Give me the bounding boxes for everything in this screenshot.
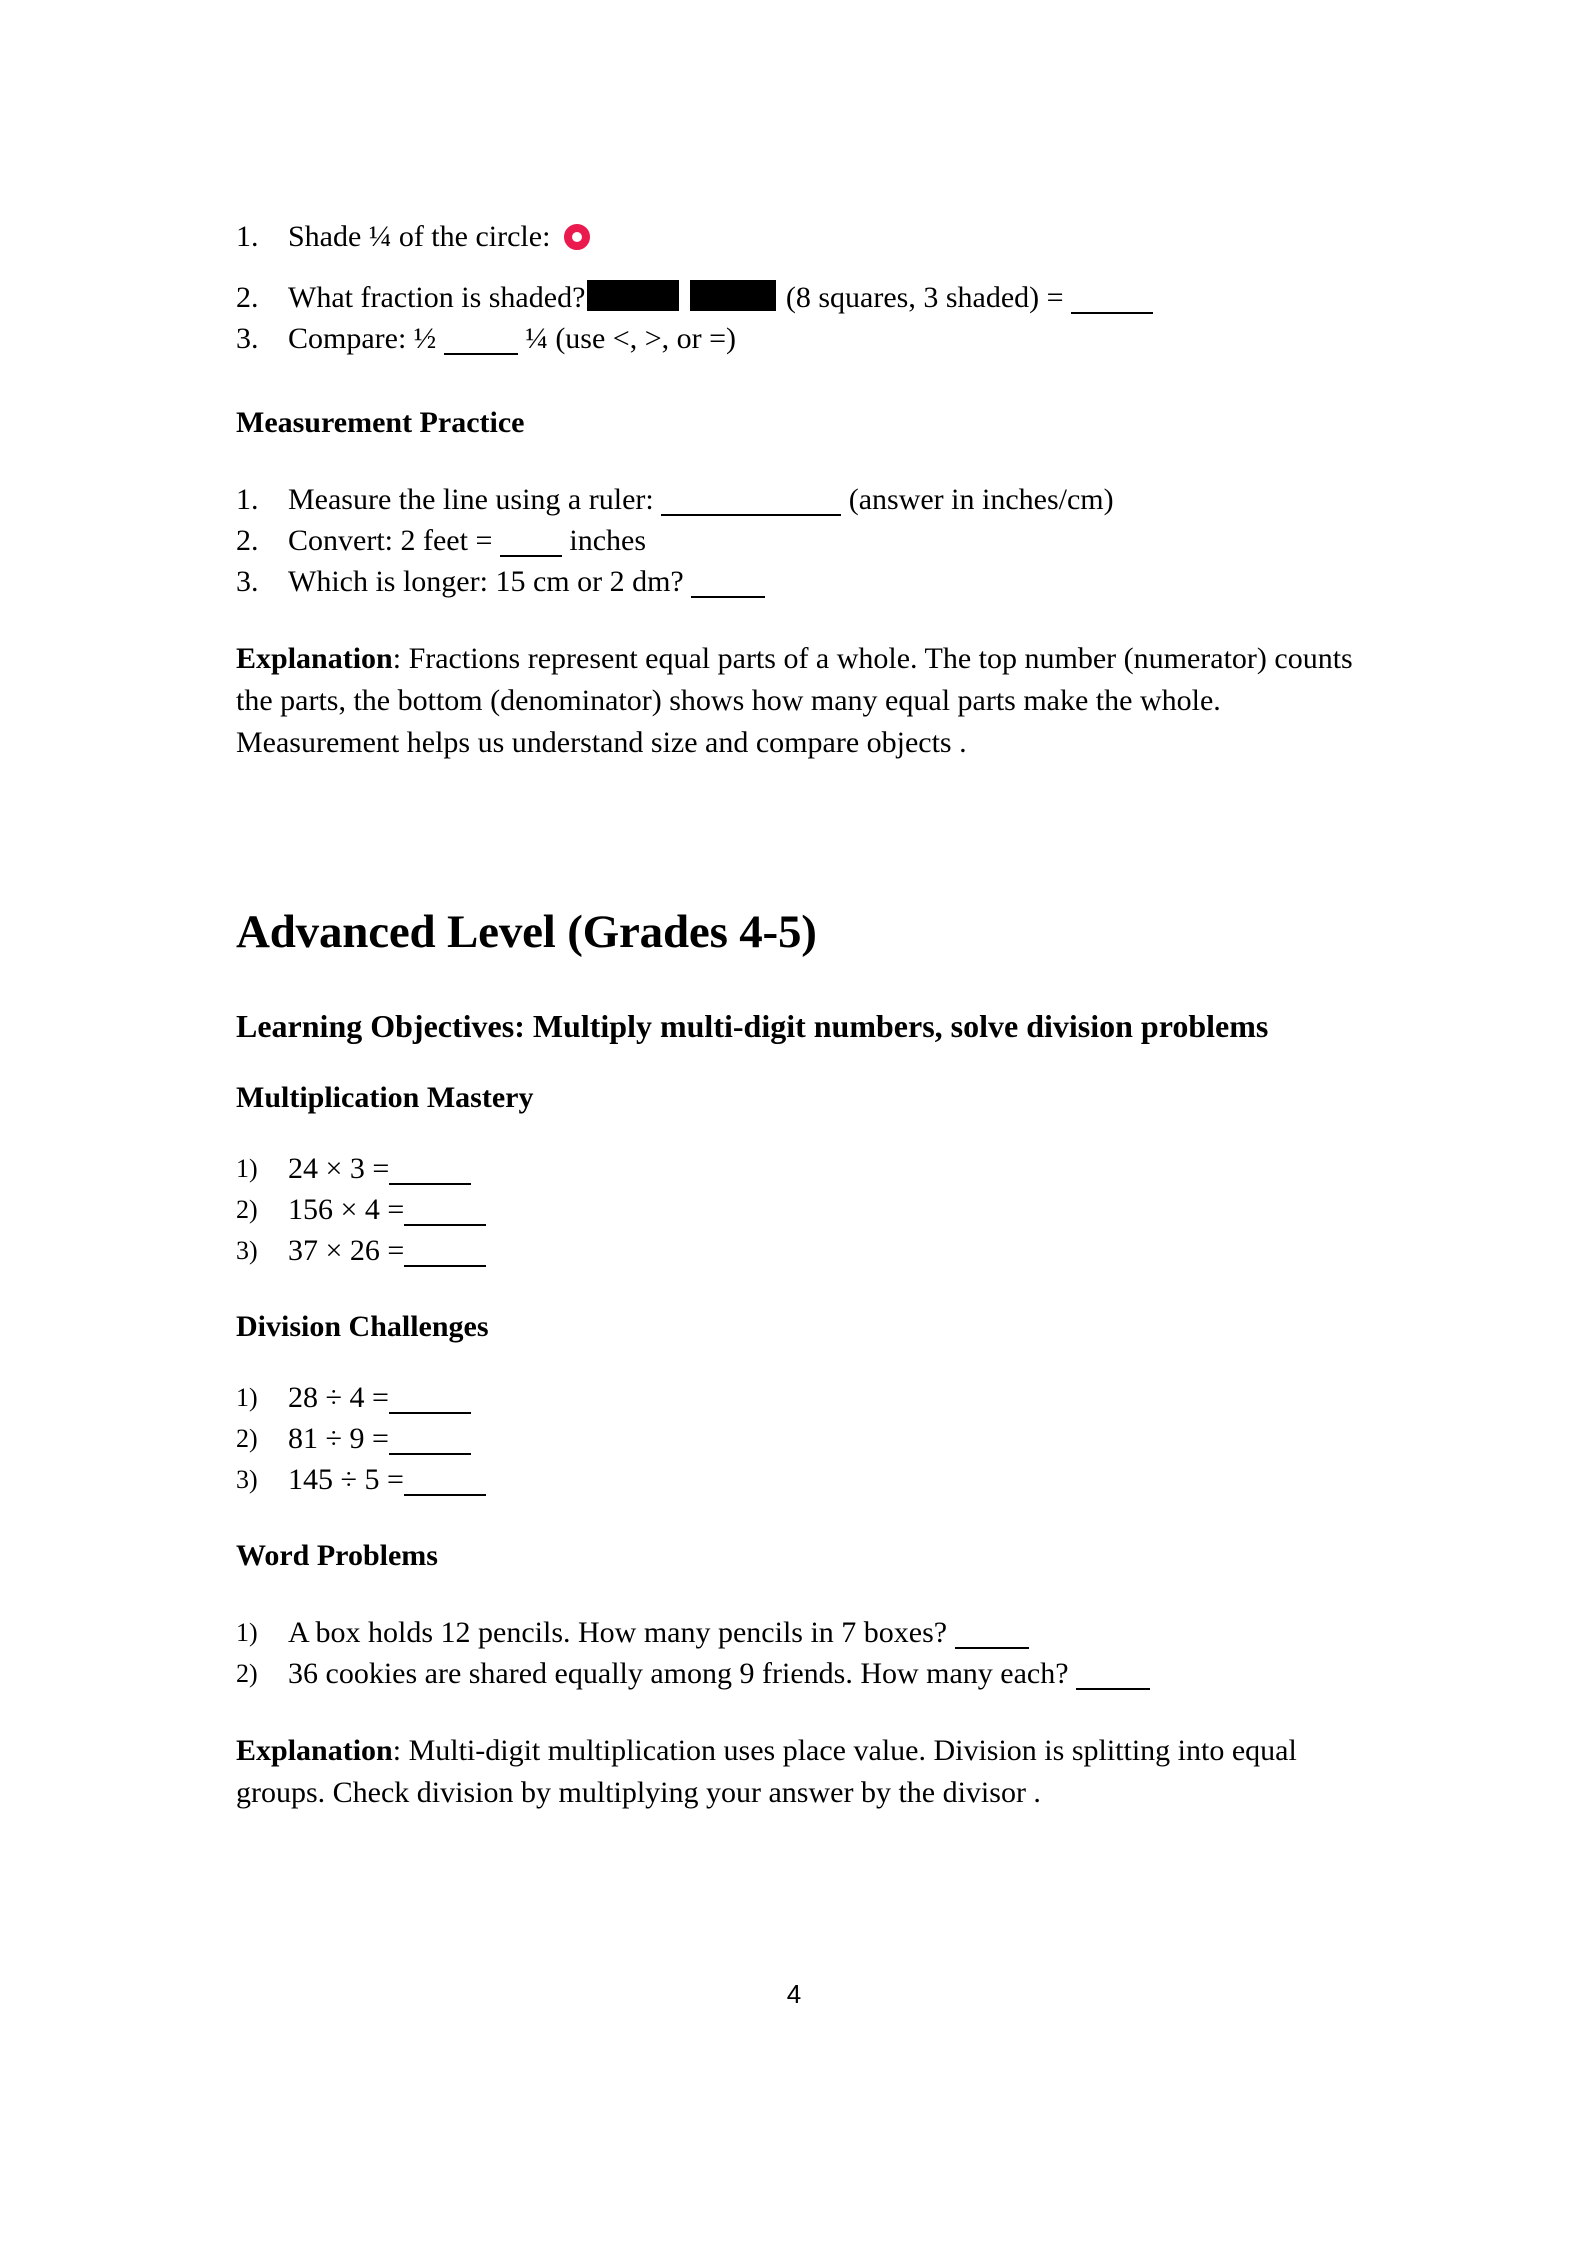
answer-blank[interactable]	[389, 1431, 471, 1455]
word-problem-list	[236, 1612, 1356, 1694]
list-item	[236, 479, 1356, 520]
answer-blank[interactable]	[1076, 1666, 1150, 1690]
list-item	[236, 318, 1356, 359]
list-item	[236, 1612, 1356, 1653]
list-item	[236, 277, 1356, 318]
list-item	[236, 1459, 1356, 1500]
page-content	[236, 0, 1356, 1814]
question-text-suffix: inches	[569, 524, 647, 557]
advanced-level-title: Advanced Level (Grades 4-5)	[236, 906, 817, 958]
question-text: Compare: ½	[288, 322, 437, 355]
measurement-question-list	[236, 479, 1356, 602]
list-item	[236, 561, 1356, 602]
list-item	[236, 520, 1356, 561]
list-marker: 2.	[236, 524, 259, 557]
question-text-suffix: ¼ (use <, >, or =)	[525, 322, 737, 355]
explanation-body: : Multi-digit multiplication uses place value. Division is splitting into equal groups. Check division by multiplying your answer by the divisor .	[236, 1734, 1297, 1809]
answer-blank[interactable]	[404, 1243, 486, 1267]
list-marker: 3.	[236, 322, 259, 355]
fraction-question-list	[236, 216, 1356, 359]
explanation-body: : Fractions represent equal parts of a whole. The top number (numerator) counts the parts, the bottom (denominator) shows how many equal parts make the whole. Measurement helps us understand size and compare objects .	[236, 642, 1353, 759]
answer-blank[interactable]	[444, 331, 518, 355]
list-marker: 1.	[236, 220, 259, 253]
explanation-label: Explanation	[236, 1734, 393, 1767]
circle-outline-icon	[564, 224, 590, 250]
list-item	[236, 1230, 1356, 1271]
answer-blank[interactable]	[404, 1472, 486, 1496]
problem-text: 156 × 4 =	[288, 1193, 405, 1226]
list-marker: 2)	[236, 1195, 258, 1224]
answer-blank[interactable]	[661, 492, 841, 516]
list-item	[236, 1418, 1356, 1459]
answer-blank[interactable]	[955, 1625, 1029, 1649]
list-marker: 1)	[236, 1154, 258, 1183]
question-text-suffix: (answer in inches/cm)	[848, 483, 1114, 516]
problem-text: 37 × 26 =	[288, 1234, 405, 1267]
list-marker: 1)	[236, 1618, 258, 1647]
list-item	[236, 1189, 1356, 1230]
list-marker: 1)	[236, 1383, 258, 1412]
question-text: Which is longer: 15 cm or 2 dm?	[288, 565, 684, 598]
answer-blank[interactable]	[404, 1202, 486, 1226]
problem-text: 145 ÷ 5 =	[288, 1463, 404, 1496]
multiplication-mastery-heading: Multiplication Mastery	[236, 1081, 534, 1114]
list-marker: 2)	[236, 1659, 258, 1688]
word-problems-heading: Word Problems	[236, 1539, 438, 1572]
advanced-explanation	[236, 1730, 1356, 1814]
answer-blank[interactable]	[500, 533, 562, 557]
shaded-square	[587, 280, 679, 311]
list-item	[236, 1653, 1356, 1694]
problem-text: 81 ÷ 9 =	[288, 1422, 389, 1455]
problem-text: 28 ÷ 4 =	[288, 1381, 389, 1414]
multiplication-problem-list	[236, 1148, 1356, 1271]
answer-blank[interactable]	[389, 1161, 471, 1185]
shaded-square	[690, 280, 776, 311]
list-marker: 3.	[236, 565, 259, 598]
list-item	[236, 1377, 1356, 1418]
question-text: Convert: 2 feet =	[288, 524, 493, 557]
measurement-practice-heading: Measurement Practice	[236, 406, 525, 439]
problem-text: A box holds 12 pencils. How many pencils in 7 boxes?	[288, 1616, 948, 1649]
answer-blank[interactable]	[691, 574, 765, 598]
division-problem-list	[236, 1377, 1356, 1500]
fractions-explanation	[236, 638, 1356, 764]
list-marker: 3)	[236, 1465, 258, 1494]
question-text-suffix: (8 squares, 3 shaded) =	[785, 281, 1064, 314]
problem-text: 36 cookies are shared equally among 9 friends. How many each?	[288, 1657, 1069, 1690]
list-marker: 3)	[236, 1236, 258, 1265]
list-item	[236, 216, 1356, 257]
page-number: 4	[786, 1979, 802, 2009]
explanation-label: Explanation	[236, 642, 393, 675]
answer-blank[interactable]	[389, 1390, 471, 1414]
list-marker: 2.	[236, 281, 259, 314]
list-item	[236, 1148, 1356, 1189]
question-text: What fraction is shaded?	[288, 281, 586, 314]
question-text: Measure the line using a ruler:	[288, 483, 654, 516]
learning-objectives: Learning Objectives: Multiply multi-digit numbers, solve division problems	[236, 1008, 1269, 1044]
list-marker: 1.	[236, 483, 259, 516]
question-text: Shade ¼ of the circle:	[288, 220, 551, 253]
division-challenges-heading: Division Challenges	[236, 1310, 489, 1343]
list-marker: 2)	[236, 1424, 258, 1453]
problem-text: 24 × 3 =	[288, 1152, 390, 1185]
answer-blank[interactable]	[1071, 290, 1153, 314]
